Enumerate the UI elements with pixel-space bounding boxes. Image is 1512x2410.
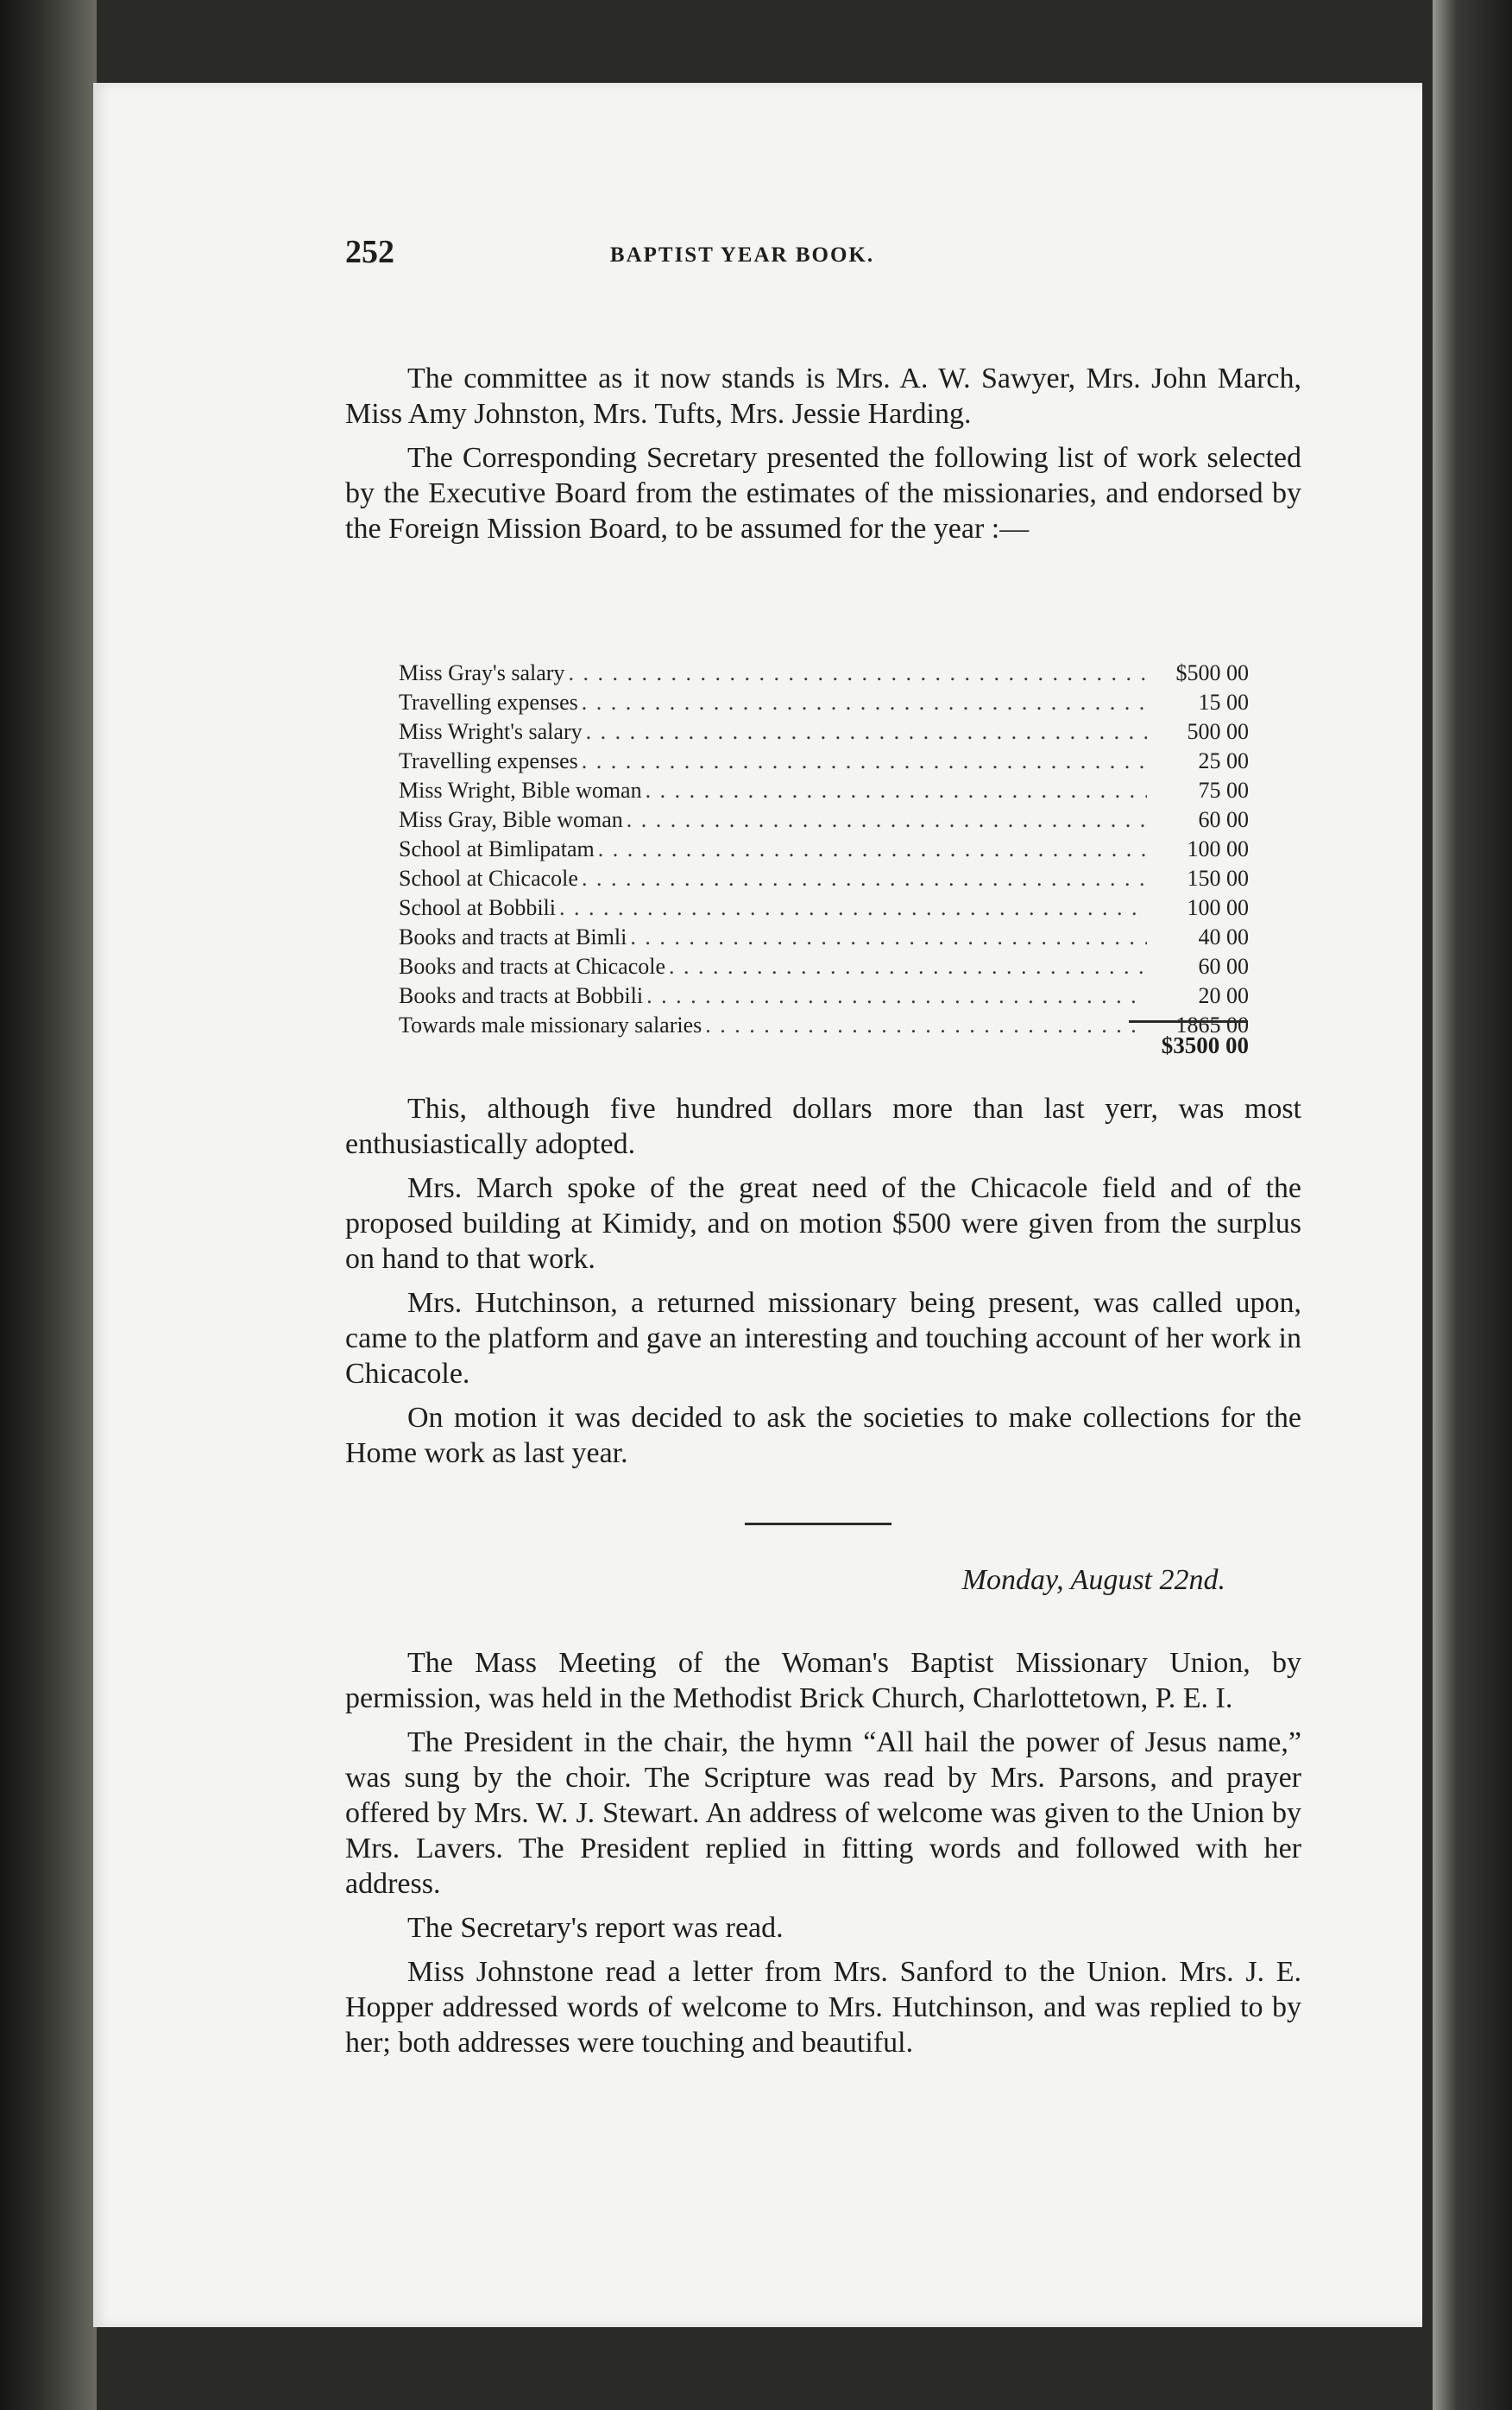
leader-dots bbox=[646, 981, 1147, 1011]
estimate-amount: 40 00 bbox=[1198, 924, 1249, 949]
estimate-amount: 60 00 bbox=[1198, 954, 1249, 979]
estimate-item: School at Bobbili bbox=[399, 895, 556, 920]
final-section bbox=[345, 1645, 1301, 2069]
estimate-row bbox=[399, 981, 1249, 1011]
estimate-amount: 1865 00 bbox=[1175, 1013, 1249, 1038]
estimate-row bbox=[399, 923, 1249, 952]
page-number: 252 bbox=[345, 234, 394, 270]
estimate-row bbox=[399, 688, 1249, 717]
estimate-row bbox=[399, 805, 1249, 835]
estimates-total: $3500 00 bbox=[1161, 1032, 1249, 1058]
section-divider bbox=[745, 1523, 891, 1525]
running-head: BAPTIST YEAR BOOK. bbox=[609, 243, 875, 267]
leader-dots bbox=[705, 1011, 1147, 1040]
leader-dots bbox=[669, 952, 1147, 981]
paragraph-hutchinson: Mrs. Hutchinson, a returned missionary being present, was called upon, came to the platform and gave an interesting and touching account of her work in Chicacole. bbox=[345, 1287, 1301, 1390]
estimate-row bbox=[399, 776, 1249, 805]
paragraph-johnstone: Miss Johnstone read a letter from Mrs. Sanford to the Union. Mrs. J. E. Hopper addressed words of welcome to Mrs. Hutchinson, and was replied to by her; both addresses were touching and beautiful. bbox=[345, 1956, 1301, 2059]
estimate-row bbox=[399, 717, 1249, 747]
middle-section bbox=[345, 1091, 1301, 1479]
estimate-amount: 150 00 bbox=[1187, 866, 1249, 891]
estimate-row bbox=[399, 747, 1249, 776]
estimate-item: Books and tracts at Bimli bbox=[399, 924, 627, 949]
estimate-amount: $500 00 bbox=[1175, 660, 1249, 685]
paragraph-mass-meeting: The Mass Meeting of the Woman's Baptist Missionary Union, by permission, was held in the Methodist Brick Church, Charlottetown, P. E. I. bbox=[345, 1647, 1301, 1714]
estimate-item: Miss Gray's salary bbox=[399, 660, 565, 685]
estimate-amount: 15 00 bbox=[1198, 690, 1249, 715]
estimate-amount: 75 00 bbox=[1198, 778, 1249, 803]
page-header bbox=[345, 233, 1389, 285]
estimate-row bbox=[399, 893, 1249, 923]
facing-page-edge bbox=[1433, 0, 1512, 2410]
estimate-amount: 60 00 bbox=[1198, 807, 1249, 832]
paragraph-report: The Secretary's report was read. bbox=[407, 1912, 784, 1944]
paragraph-committee: The committee as it now stands is Mrs. A. W. Sawyer, Mrs. John March, Miss Amy Johnston, Mrs. Tufts, Mrs. Jessie Harding. bbox=[345, 363, 1301, 430]
leader-dots bbox=[627, 805, 1147, 835]
estimate-item: Miss Wright's salary bbox=[399, 719, 583, 744]
estimate-amount: 20 00 bbox=[1198, 983, 1249, 1008]
estimate-item: School at Chicacole bbox=[399, 866, 578, 891]
paragraph-march: Mrs. March spoke of the great need of the Chicacole field and of the proposed building at Kimidy, and on motion $500 were given from the surplus on hand to that work. bbox=[345, 1172, 1301, 1275]
leader-dots bbox=[586, 717, 1147, 747]
dateline: Monday, August 22nd. bbox=[961, 1564, 1225, 1596]
estimate-row bbox=[399, 864, 1249, 893]
estimate-item: School at Bimlipatam bbox=[399, 836, 595, 861]
book-spine-edge bbox=[0, 0, 97, 2410]
estimate-amount: 100 00 bbox=[1187, 895, 1249, 920]
total-rule bbox=[1129, 1020, 1248, 1023]
leader-dots bbox=[630, 923, 1147, 952]
estimate-item: Miss Wright, Bible woman bbox=[399, 778, 642, 803]
estimate-item: Miss Gray, Bible woman bbox=[399, 807, 623, 832]
estimate-row bbox=[399, 835, 1249, 864]
estimate-amount: 100 00 bbox=[1187, 836, 1249, 861]
leader-dots bbox=[582, 747, 1147, 776]
paragraph-collections: On motion it was decided to ask the societies to make collections for the Home work as last year. bbox=[345, 1402, 1301, 1469]
paragraph-secretary: The Corresponding Secretary presented the following list of work selected by the Executive Board from the estimates of the missionaries, and endorsed by the Foreign Mission Board, to be assumed for the year :— bbox=[345, 442, 1301, 545]
estimate-row bbox=[399, 659, 1249, 688]
estimate-amount: 25 00 bbox=[1198, 748, 1249, 773]
leader-dots bbox=[559, 893, 1147, 923]
intro-section bbox=[345, 361, 1301, 555]
leader-dots bbox=[568, 659, 1147, 688]
leader-dots bbox=[582, 688, 1147, 717]
paragraph-adopted: This, although five hundred dollars more than last yerr, was most enthusiastically adopted. bbox=[345, 1093, 1301, 1160]
estimates-table bbox=[399, 659, 1249, 1040]
paragraph-president: The President in the chair, the hymn “All hail the power of Jesus name,” was sung by the choir. The Scripture was read by Mrs. Parsons, and prayer offered by Mrs. W. J. Stewart. An address of welcome was given to the Union by Mrs. Lavers. The President replied in fitting words and followed with her address. bbox=[345, 1726, 1301, 1900]
estimate-item: Travelling expenses bbox=[399, 748, 578, 773]
estimate-item: Books and tracts at Chicacole bbox=[399, 954, 666, 979]
estimate-item: Towards male missionary salaries bbox=[399, 1013, 702, 1038]
leader-dots bbox=[646, 776, 1147, 805]
estimate-item: Books and tracts at Bobbili bbox=[399, 983, 644, 1008]
leader-dots bbox=[582, 864, 1147, 893]
estimate-item: Travelling expenses bbox=[399, 690, 578, 715]
estimate-amount: 500 00 bbox=[1187, 719, 1249, 744]
leader-dots bbox=[598, 835, 1147, 864]
estimate-row bbox=[399, 952, 1249, 981]
